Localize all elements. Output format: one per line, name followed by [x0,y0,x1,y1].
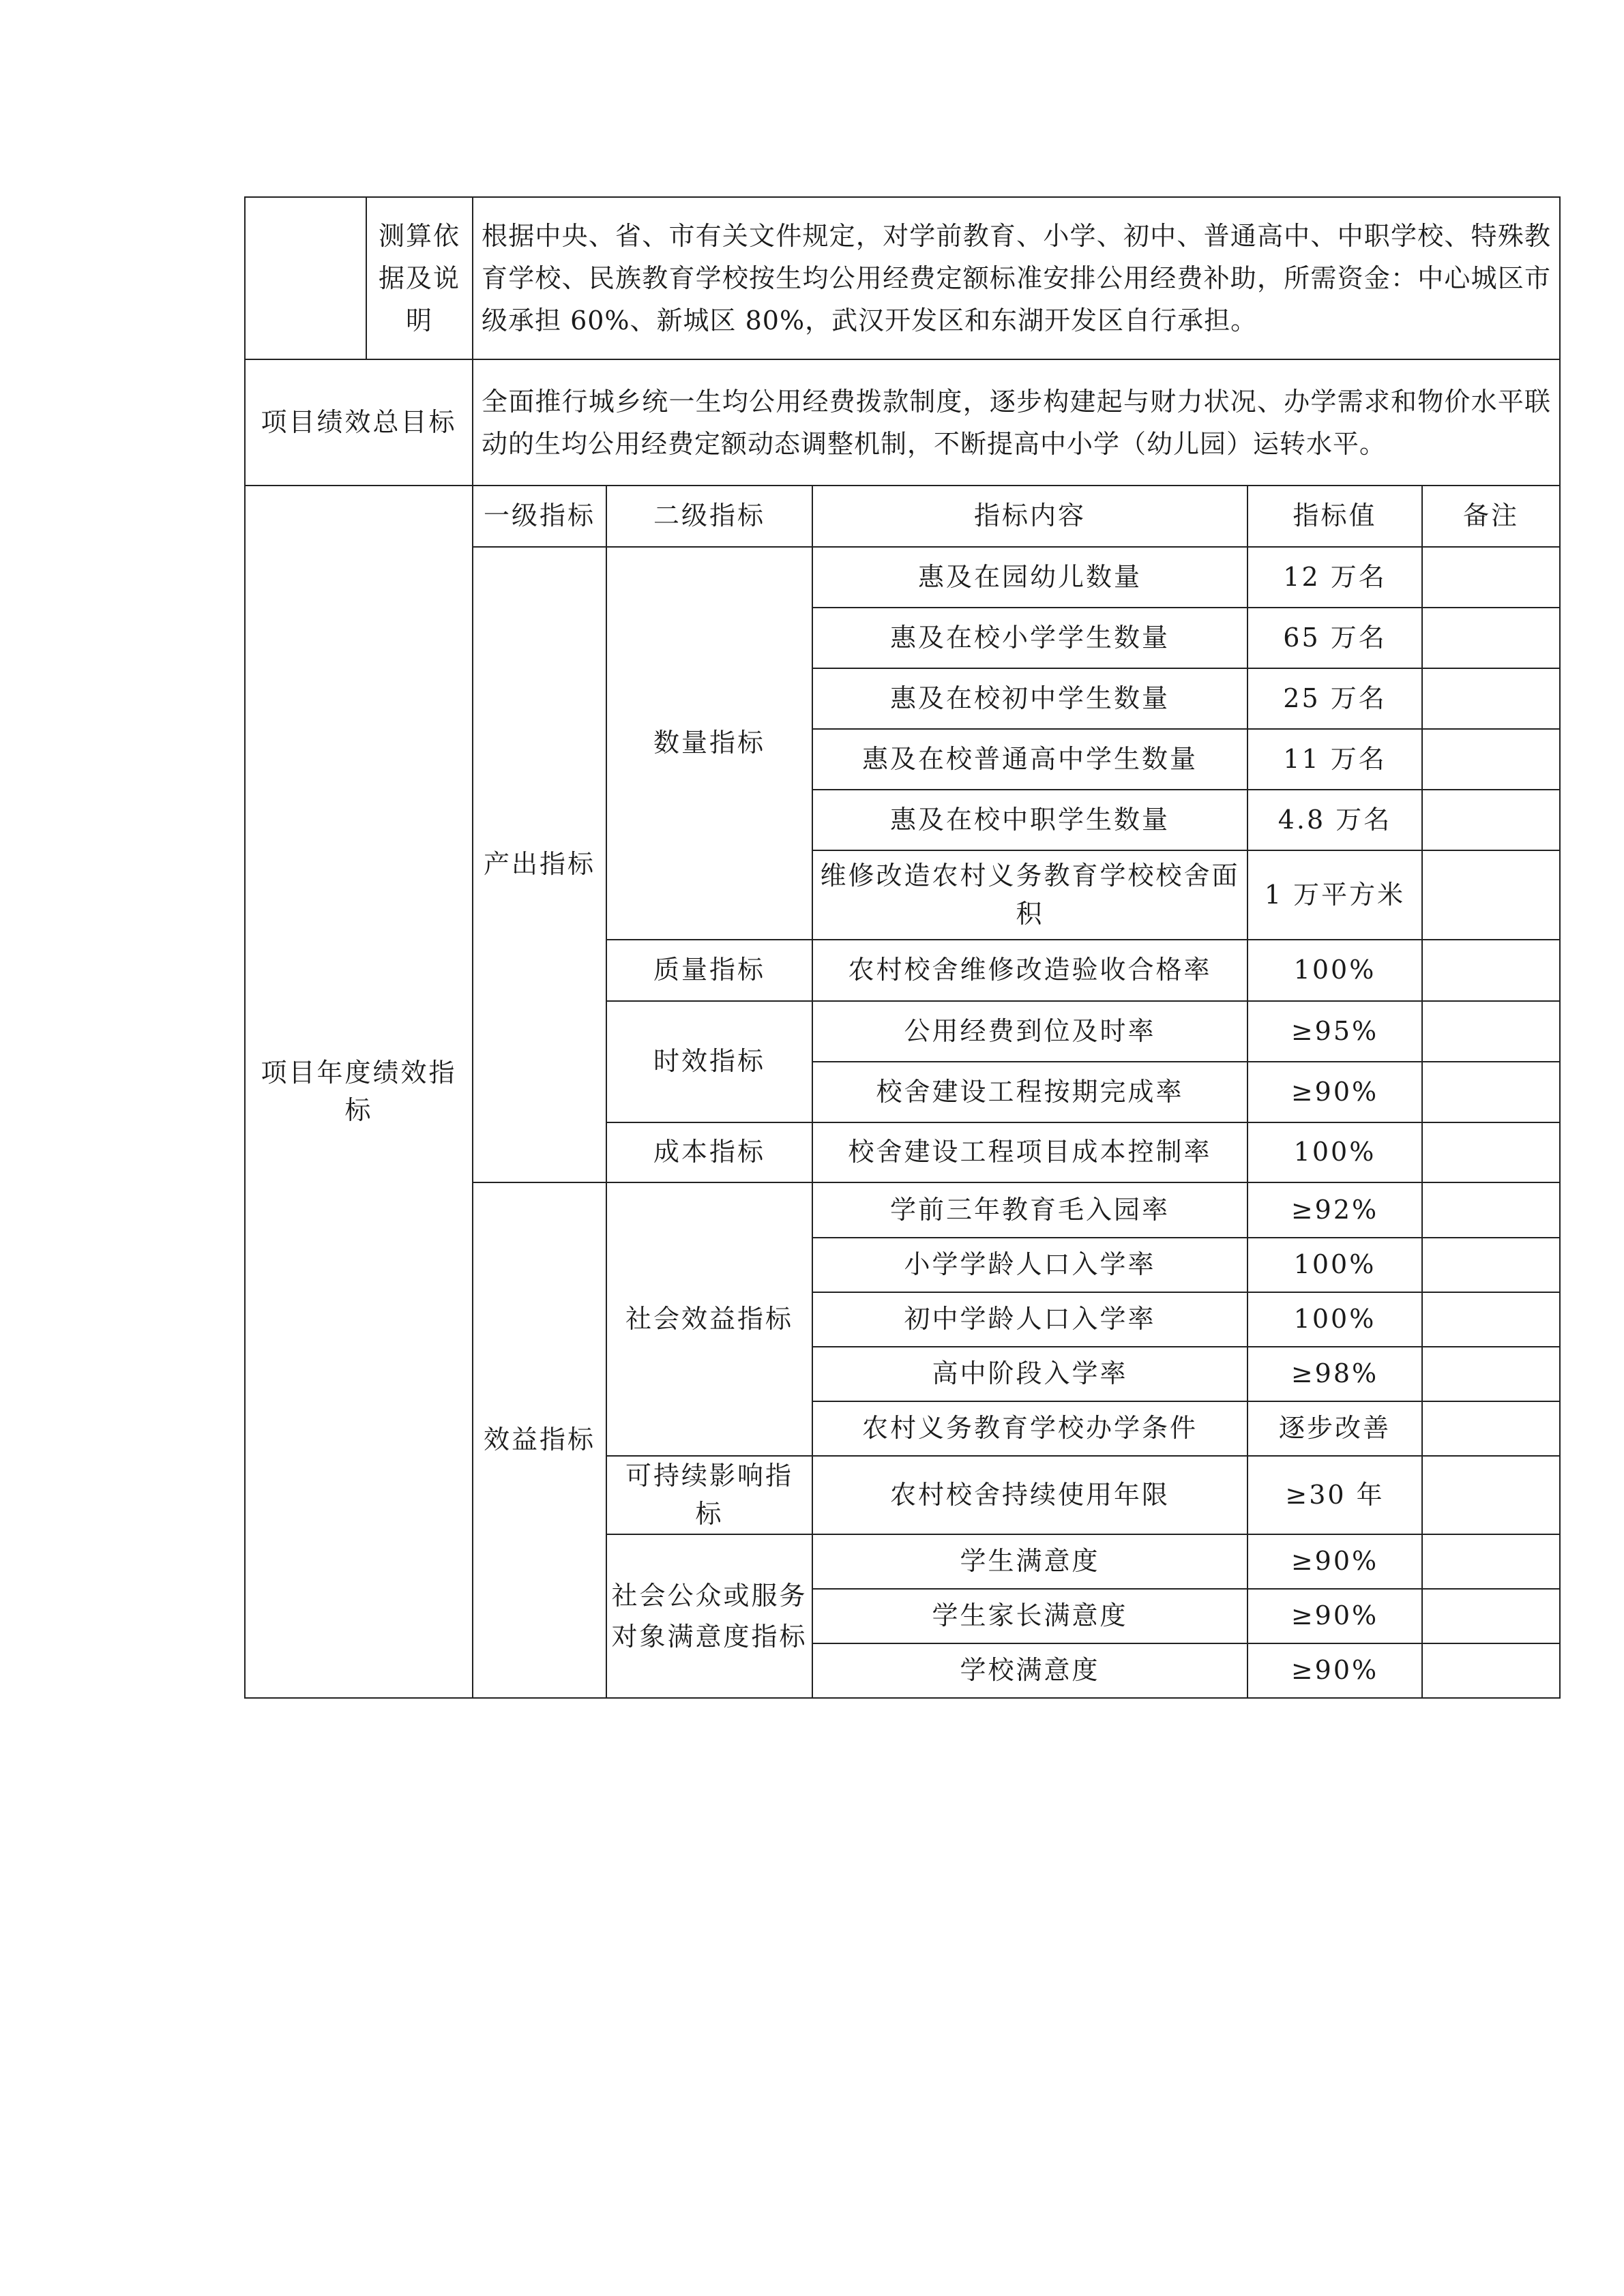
header-row [245,486,1560,547]
overall-goal-row [245,359,1560,486]
level1-output: 产出指标 [473,547,606,1182]
indicator-content: 校舍建设工程项目成本控制率 [812,1122,1247,1182]
level2-cost: 成本指标 [606,1122,812,1182]
indicator-content: 惠及在园幼儿数量 [812,547,1247,608]
indicator-content: 小学学龄人口入学率 [812,1238,1247,1292]
indicator-content: 学前三年教育毛入园率 [812,1182,1247,1238]
indicator-content: 农村校舍持续使用年限 [812,1456,1247,1534]
indicator-note [1422,1292,1560,1347]
indicator-note [1422,608,1560,668]
indicator-value: 65 万名 [1247,608,1422,668]
indicator-content: 学生满意度 [812,1534,1247,1589]
indicator-note [1422,1456,1560,1534]
indicator-value: ≥90% [1247,1534,1422,1589]
indicator-value: ≥90% [1247,1062,1422,1122]
indicator-content: 惠及在校普通高中学生数量 [812,729,1247,790]
indicator-value: 25 万名 [1247,668,1422,729]
indicator-content: 惠及在校小学学生数量 [812,608,1247,668]
indicator-note [1422,547,1560,608]
level2-sustainable: 可持续影响指标 [606,1456,812,1534]
indicator-value: ≥98% [1247,1347,1422,1401]
level2-social-benefit: 社会效益指标 [606,1182,812,1456]
indicator-value: 100% [1247,1238,1422,1292]
blank-cell [245,197,366,359]
indicator-content: 惠及在校初中学生数量 [812,668,1247,729]
indicator-note [1422,1238,1560,1292]
indicator-content: 惠及在校中职学生数量 [812,790,1247,850]
indicator-value: 逐步改善 [1247,1401,1422,1456]
header-note: 备注 [1422,486,1560,547]
indicator-content: 农村义务教育学校办学条件 [812,1401,1247,1456]
indicator-content: 校舍建设工程按期完成率 [812,1062,1247,1122]
indicator-value: ≥90% [1247,1643,1422,1698]
performance-target-table [244,196,1561,1699]
indicator-value: ≥95% [1247,1001,1422,1062]
indicator-value: 11 万名 [1247,729,1422,790]
indicator-note [1422,668,1560,729]
indicator-note [1422,1062,1560,1122]
indicator-content: 公用经费到位及时率 [812,1001,1247,1062]
indicator-note [1422,1401,1560,1456]
indicator-value: ≥30 年 [1247,1456,1422,1534]
indicator-note [1422,1643,1560,1698]
indicator-value: ≥92% [1247,1182,1422,1238]
indicator-value: 100% [1247,940,1422,1001]
basis-row [245,197,1560,359]
header-content: 指标内容 [812,486,1247,547]
level1-benefit: 效益指标 [473,1182,606,1698]
header-value: 指标值 [1247,486,1422,547]
annual-indicator-label: 项目年度绩效指标 [245,486,473,1698]
indicator-note [1422,790,1560,850]
indicator-value: 4.8 万名 [1247,790,1422,850]
indicator-note [1422,1182,1560,1238]
indicator-content: 高中阶段入学率 [812,1347,1247,1401]
indicator-value: ≥90% [1247,1589,1422,1643]
indicator-value: 100% [1247,1122,1422,1182]
indicator-content: 初中学龄人口入学率 [812,1292,1247,1347]
indicator-note [1422,850,1560,940]
indicator-content: 学生家长满意度 [812,1589,1247,1643]
indicator-note [1422,729,1560,790]
indicator-value: 100% [1247,1292,1422,1347]
indicator-content: 农村校舍维修改造验收合格率 [812,940,1247,1001]
indicator-note [1422,1001,1560,1062]
header-level2: 二级指标 [606,486,812,547]
header-level1: 一级指标 [473,486,606,547]
indicator-note [1422,1534,1560,1589]
indicator-note [1422,1347,1560,1401]
indicator-note [1422,1122,1560,1182]
basis-text: 根据中央、省、市有关文件规定，对学前教育、小学、初中、普通高中、中职学校、特殊教育学校、民族教育学校按生均公用经费定额标准安排公用经费补助，所需资金：中心城区市级承担 60%、新城区 80%，武汉开发区和东湖开发区自行承担。 [473,197,1560,359]
indicator-note [1422,940,1560,1001]
level2-quality: 质量指标 [606,940,812,1001]
level2-quantity: 数量指标 [606,547,812,940]
indicator-value: 1 万平方米 [1247,850,1422,940]
indicator-content: 学校满意度 [812,1643,1247,1698]
indicator-content: 维修改造农村义务教育学校校舍面积 [812,850,1247,940]
level2-satisfaction: 社会公众或服务对象满意度指标 [606,1534,812,1698]
level2-timeliness: 时效指标 [606,1001,812,1122]
indicator-note [1422,1589,1560,1643]
indicator-value: 12 万名 [1247,547,1422,608]
overall-goal-label: 项目绩效总目标 [245,359,473,486]
overall-goal-text: 全面推行城乡统一生均公用经费拨款制度，逐步构建起与财力状况、办学需求和物价水平联动的生均公用经费定额动态调整机制，不断提高中小学（幼儿园）运转水平。 [473,359,1560,486]
basis-label: 测算依据及说明 [366,197,473,359]
